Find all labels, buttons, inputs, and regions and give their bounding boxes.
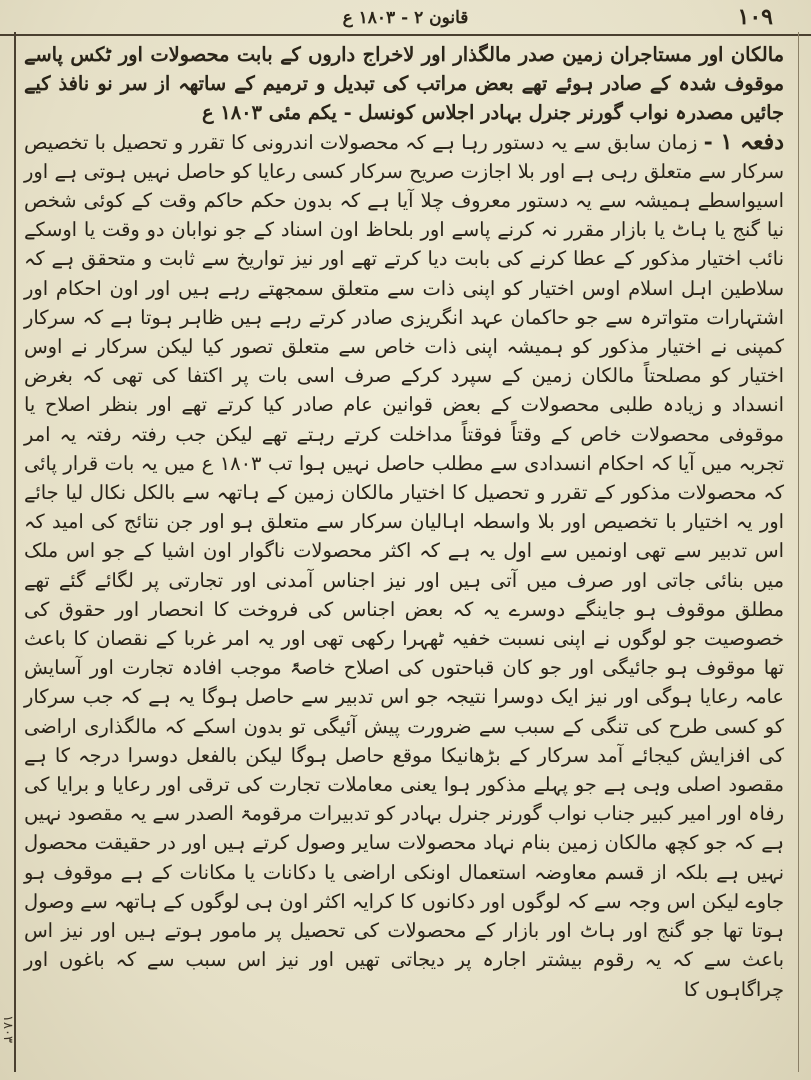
page-number: ۱۰۹ (737, 4, 773, 30)
regulation-heading: مالکان اور مستاجران زمین صدر مالگذار اور لاخراج داروں کے بابت محصولات اور ٹکس پاسے موقوف شدہ کے صادر ہوئے تھے بعض مراتب کی تبدیل و ترمیم کے ساتھہ از سر نو نافذ کیے جائیں مصدرہ نواب گورنر جنرل بہادر اجلاس کونسل - یکم مئی ۱۸۰۳ ع (24, 43, 784, 125)
section-paragraph (24, 128, 784, 1004)
section-text: زمان سابق سے یہ دستور رہا ہے کہ محصولات اندرونی کا تقرر و تحصیل با تخصیص سرکار سے متعلق رہی ہے اور بلا اجازت صریح سرکار کسی رعایا کو حاصل نہیں ہوتی ہے اور اسیواسطے ہمیشہ سے یہ دستور معروف چلا آیا ہے کہ بدون حکم حاکم وقت کے کوئی شخص نیا گنج یا ہاٹ یا بازار مقرر نہ کرنے پاسے اور بلحاظ اون اسناد کے جو نوابان دو وقت یا اوسکے نائب اختیار مذکور کے عطا کرنے کی بابت دیا کرتے تھے اور نیز تواریخ سے ثابت و متحقق ہے کہ سلاطین اہل اسلام اوس اختیار کو اپنی ذات سے متعلق سمجھتے رہے ہیں اور اون احکام اور اشتہارات متواترہ سے جو حاکمان عہد انگریزی صادر کرتے رہے ہیں ظاہر ہوتا ہے کہ سرکار کمپنی نے اختیار مذکور کو ہمیشہ اپنی ذات خاص سے متعلق تصور کیا لیکن سرکار نے اوس اختیار کو مصلحتاً مالکان زمین کے سپرد کرکے صرف اسی بات پر اکتفا کی تھی کہ بغرض انسداد و زیادہ طلبی محصولات کے بعض قوانین عام صادر کیا کرتے تھے اور بنظر اصلاح یا موقوفی محصولات خاص کے وقتاً فوقتاً مداخلت کرتے رہتے تھے لیکن جب رفتہ رفتہ یہ امر تجربہ میں آیا کہ احکام انسدادی سے مطلب حاصل نہیں ہوا تب ۱۸۰۳ ع میں یہ بات قرار پائی کہ محصولات مذکور کے تقرر و تحصیل کا اختیار مالکان زمین کے ہاتھہ سے بالکل نکال لیا جائے اور یہ اختیار با تخصیص اور بلا واسطہ اہالیان سرکار سے متعلق ہو اور جن نتائج کی امید کہ اس تدبیر سے تھی اونمیں سے اول یہ ہے کہ اکثر محصولات ناگوار اون اشیا کے جو اس ملک میں بنائی جاتی اور صرف میں آتی ہیں اور نیز اجناس آمدنی اور تجارتی پر لگائے گئے تھے مطلق موقوف ہو جاینگے دوسرے یہ کہ بعض اجناس کی فروخت کا انحصار اور حقوق کی خصوصیت جو لوگوں نے اپنی نسبت خفیہ ٹھہرا رکھی تھی اور یہ امر غربا کے نقصان کا باعث تھا موقوف ہو جائیگی اور جو کان قباحتوں کی اصلاح خاصۃً موجب افادہ تجارت اور آسایش عامہ رعایا ہوگی اور نیز ایک دوسرا نتیجہ جو اس تدبیر سے حاصل ہوگا یہ ہے کہ جب سرکار کو کسی طرح کی تنگی کے سبب سے ضرورت پیش آئیگی تو بدون اسکے کہ مالگذاری اراضی کی افزایش کیجائے آمد سرکار کے بڑھانیکا موقع حاصل ہوگا لیکن بالفعل دوسرا درجہ کا ہے مقصود اصلی وہی ہے جو پہلے مذکور ہوا یعنی معاملات تجارت کی ترقی اور رعایا و برایا کی رفاہ اور امیر کبیر جناب نواب گورنر جنرل بہادر کو تدبیرات مرقومۃ الصدر سے یہ مقصود نہیں ہے کہ جو کچھ مالکان زمین بنام نہاد محصولات سایر وصول کرتے ہیں اور در حقیقت محصول نہیں ہے بلکہ از قسم معاوضہ استعمال اونکی اراضی یا دکانات یا مکانات کے ہے موقوف ہو جاوے لیکن اس وجہ سے کہ لوگوں اور دکانوں کا کرایہ اکثر اون ہی لوگوں کے ہاتھہ سے وصول ہوتا تھا جو گنج اور ہاٹ اور بازار کے محصولات کی تحصیل پر مامور ہوتے ہیں اور نیز اس باعث سے کہ یہ رقوم بیشتر اجارہ پر دیجاتی تھیں اور نیز اس سبب سے کہ باغوں اور چراگاہوں کا (24, 130, 785, 1001)
section-label: دفعہ ۱ - (703, 128, 784, 155)
margin-note: ۱۸۰۳ (0, 1015, 15, 1043)
running-title: قانون ۲ - ۱۸۰۳ ع (342, 8, 469, 28)
body-text (24, 40, 784, 1004)
